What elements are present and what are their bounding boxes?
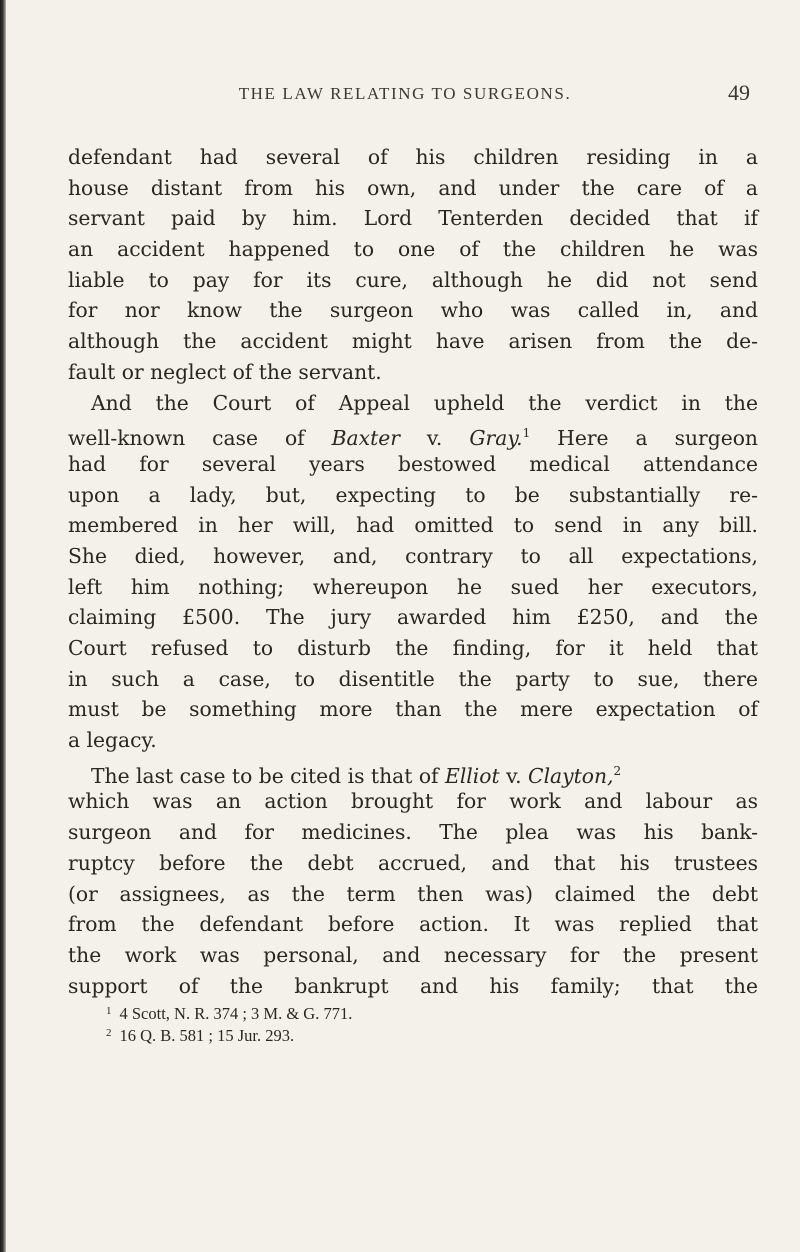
- text-line: [68, 388, 758, 419]
- text-line: defendant had several of his children residing in a: [68, 145, 758, 169]
- text-line: for nor know the surgeon who was called in, and: [68, 298, 758, 323]
- text-line: from the defendant before action. It was replied that: [68, 912, 758, 937]
- text-segment: Here a surgeon: [530, 426, 758, 451]
- running-head: [60, 80, 750, 112]
- text-segment: And the Court of Appeal upheld the verdict in the: [91, 390, 758, 415]
- body-text: [68, 142, 758, 1001]
- case-name-italic: Gray.: [469, 426, 523, 451]
- text-line: claiming £500. The jury awarded him £250, and the: [68, 605, 758, 630]
- text-line: liable to pay for its cure, although he did not send: [68, 267, 758, 292]
- text-line: upon a lady, but, expecting to be substantially re-: [68, 482, 758, 507]
- text-line: had for several years bestowed medical attendance: [68, 451, 758, 476]
- running-title: THE LAW RELATING TO SURGEONS.: [238, 84, 572, 103]
- text-line: support of the bankrupt and his family; that the: [68, 973, 758, 998]
- text-line: surgeon and for medicines. The plea was his bank-: [68, 820, 758, 845]
- footnote-text: 4 Scott, N. R. 374 ; 3 M. & G. 771.: [119, 1004, 353, 1023]
- text-line: although the accident might have arisen from the de-: [68, 329, 758, 354]
- footnote-mark: 2: [106, 1027, 112, 1039]
- footnote-text: 16 Q. B. 581 ; 15 Jur. 293.: [119, 1026, 295, 1045]
- text-line: house distant from his own, and under the care of a: [68, 175, 758, 200]
- text-line: Court refused to disturb the finding, for it held that: [68, 636, 758, 660]
- footnote: [106, 1022, 726, 1044]
- text-line: the work was personal, and necessary for the present: [68, 942, 758, 967]
- footnote-mark: 1: [106, 1005, 112, 1017]
- text-line: (or assignees, as the term then was) claimed the debt: [68, 881, 758, 906]
- case-name-italic: Clayton,: [528, 763, 614, 788]
- footnote-ref: 1: [522, 426, 531, 441]
- footnotes: [106, 1000, 726, 1044]
- book-binding-edge: [0, 0, 6, 1252]
- text-segment: v.: [499, 763, 529, 788]
- text-line: membered in her will, had omitted to send in any bill.: [68, 513, 758, 538]
- page-number: 49: [728, 80, 750, 105]
- text-line: in such a case, to disentitle the party to sue, there: [68, 666, 758, 691]
- footnote: [106, 1000, 726, 1022]
- text-line: a legacy.: [68, 728, 157, 753]
- text-line: an accident happened to one of the children he was: [68, 237, 758, 262]
- case-name-italic: Elliot: [445, 763, 500, 788]
- text-segment: well-known case of: [68, 426, 332, 451]
- text-line: She died, however, and, contrary to all expectations,: [68, 543, 758, 568]
- text-line: left him nothing; whereupon he sued her executors,: [68, 574, 758, 599]
- case-name-italic: Baxter: [331, 426, 400, 451]
- text-line: ruptcy before the debt accrued, and that his trustees: [68, 850, 758, 875]
- text-line: fault or neglect of the servant.: [68, 359, 382, 384]
- footnote-ref: 2: [613, 763, 622, 778]
- text-line: servant paid by him. Lord Tenterden decided that if: [68, 206, 758, 231]
- text-segment: v.: [399, 426, 470, 451]
- text-line: must be something more than the mere expectation of: [68, 697, 758, 722]
- text-line: [68, 756, 758, 787]
- text-line: which was an action brought for work and labour as: [68, 789, 758, 814]
- text-segment: The last case to be cited is that of: [91, 763, 446, 788]
- text-line: [68, 418, 758, 449]
